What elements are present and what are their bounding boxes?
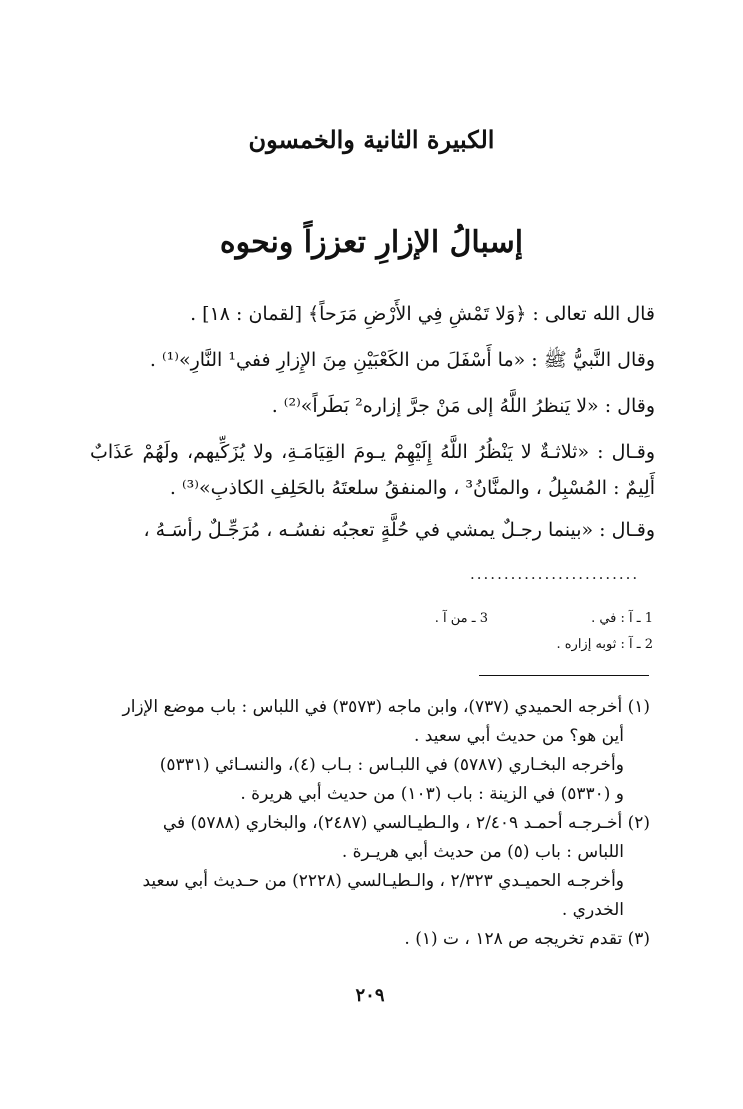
variant-note: 1 ـ آ : في . — [591, 611, 653, 626]
footnote-line: الخدري . — [561, 900, 624, 920]
footnote-line: وأخرجـه الحميـدي ٢/٣٢٣ ، والـطيـالسي (٢٢٢٨) من حـديث أبي سعيد — [142, 871, 624, 891]
chapter-heading: الكبيرة الثانية والخمسون — [248, 125, 495, 154]
page-number: ٢٠٩ — [355, 985, 385, 1006]
section-title: إسبالُ الإزارِ تعززاً ونحوه — [219, 225, 524, 260]
paragraph-hadith-2: وقال : «لا يَنظرُ اللَّهُ إلى مَنْ جرَّ إزاره² بَطَراً»⁽²⁾ . — [271, 395, 655, 417]
footnote-line: وأخرجه البخـاري (٥٧٨٧) في اللبـاس : بـاب (٤)، والنسـائي (٥٣٣١) — [159, 755, 624, 775]
paragraph-hadith-1: وقال النَّبيُّ ﷺ : «ما أَسْفَلَ من الكَعْبَيْنِ مِنَ الإِزارِ ففي¹ النَّارِ»⁽¹⁾ . — [149, 349, 655, 371]
footnote-line: (١) أخرجه الحميدي (٧٣٧)، وابن ماجه (٣٥٧٣) في اللباس : باب موضع الإزار — [122, 697, 650, 717]
footnote-line: و (٥٣٣٠) في الزينة : باب (١٠٣) من حديث أبي هريرة . — [240, 784, 624, 804]
footnote-line: (٢) أخـرجـه أحمـد ٢/٤٠٩ ، والـطيـالسي (٢٤٨٧)، والبخاري (٥٧٨٨) في — [162, 813, 650, 833]
main-text — [90, 296, 655, 558]
footnote-divider — [479, 675, 649, 676]
paragraph-hadith-4: وقـال : «بينما رجـلٌ يمشي في حُلَّةٍ تعجبُه نفسُـه ، مُرَجِّـلٌ رأسَـهُ ، — [143, 519, 655, 541]
paragraph-hadith-3: وقـال : «ثلاثـةٌ لا يَنْظُرُ اللَّهُ إِلَيْهِمْ يـومَ القِيَامَـةِ، ولا يُزَكِّيهم، ولَهُمْ عَذَابٌ أَلِيمٌ : المُسْبِلُ ، والمنَّانُ³ ، والمنفقُ سلعتَهُ بالحَلِفِ الكاذبِ»⁽³⁾ . — [90, 441, 655, 499]
variants-row — [303, 606, 653, 632]
paragraph-verse: قال الله تعالى : ﴿وَلا تَمْشِ فِي الأَرْضِ مَرَحاً﴾ [لقمان : ١٨] . — [190, 303, 655, 325]
footnotes — [85, 693, 650, 954]
footnote-line: (٣) تقدم تخريجه ص ١٢٨ ، ت (١) . — [404, 929, 650, 949]
variant-note: 3 ـ من آ . — [434, 611, 488, 626]
footnote-line: أين هو؟ من حديث أبي سعيد . — [413, 726, 624, 746]
footnote-line: اللباس : باب (٥) من حديث أبي هريـرة . — [341, 842, 624, 862]
variant-note: 2 ـ آ : ثوبه إزاره . — [556, 637, 653, 652]
manuscript-variants — [303, 606, 653, 658]
variants-row — [303, 632, 653, 658]
continuation-dots: ......................... — [470, 565, 640, 583]
